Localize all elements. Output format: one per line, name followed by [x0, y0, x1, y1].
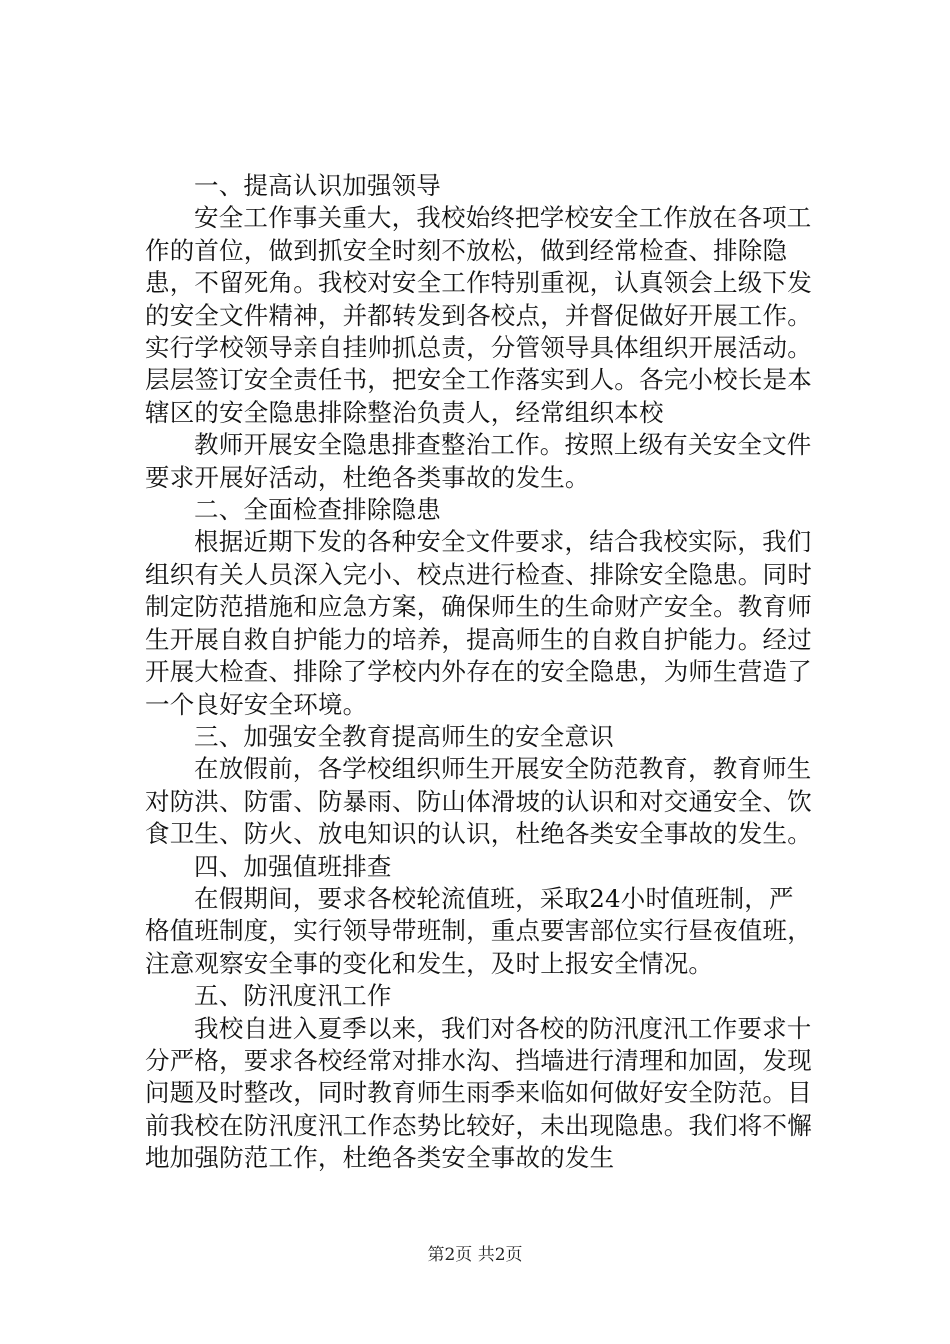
section-paragraph: 在假期间，要求各校轮流值班，采取24小时值班制，严格值班制度，实行领导带班制，重点要害部位实行昼夜值班，注意观察安全事的变化和发生，及时上报安全情况。	[145, 883, 812, 978]
section-paragraph: 安全工作事关重大，我校始终把学校安全工作放在各项工作的首位，做到抓安全时刻不放松，做到经常检查、排除隐患，不留死角。我校对安全工作特别重视，认真领会上级下发的安全文件精神，并都转发到各校点，并督促做好开展工作。实行学校领导亲自挂帅抓总责，分管领导具体组织开展活动。层层签订安全责任书，把安全工作落实到人。各完小校长是本辖区的安全隐患排除整治负责人，经常组织本校	[145, 203, 812, 427]
section-paragraph: 在放假前，各学校组织师生开展安全防范教育，教育师生对防洪、防雷、防暴雨、防山体滑坡的认识和对交通安全、饮食卫生、防火、放电知识的认识，杜绝各类安全事故的发生。	[145, 754, 812, 849]
section-heading: 一、提高认识加强领导	[194, 171, 441, 200]
section-heading: 五、防汛度汛工作	[194, 981, 392, 1011]
section-paragraph: 我校自进入夏季以来，我们对各校的防汛度汛工作要求十分严格，要求各校经常对排水沟、挡墙进行清理和加固，发现问题及时整改，同时教育师生雨季来临如何做好安全防范。目前我校在防汛度汛工作态势比较好，未出现隐患。我们将不懈地加强防范工作，杜绝各类安全事故的发生	[145, 1013, 812, 1173]
document-body	[145, 170, 815, 1175]
section-paragraph: 根据近期下发的各种安全文件要求，结合我校实际，我们组织有关人员深入完小、校点进行检查、排除安全隐患。同时制定防范措施和应急方案，确保师生的生命财产安全。教育师生开展自救自护能力的培养，提高师生的自救自护能力。经过开展大检查、排除了学校内外存在的安全隐患，为师生营造了一个良好安全环境。	[145, 527, 812, 719]
section-heading: 四、加强值班排查	[194, 851, 392, 881]
page-footer: 第2页 共2页	[427, 1245, 523, 1265]
section-heading: 二、全面检查排除隐患	[194, 495, 441, 525]
section-heading: 三、加强安全教育提高师生的安全意识	[194, 721, 614, 751]
section-paragraph: 教师开展安全隐患排查整治工作。按照上级有关安全文件要求开展好活动，杜绝各类事故的发生。	[145, 430, 812, 492]
